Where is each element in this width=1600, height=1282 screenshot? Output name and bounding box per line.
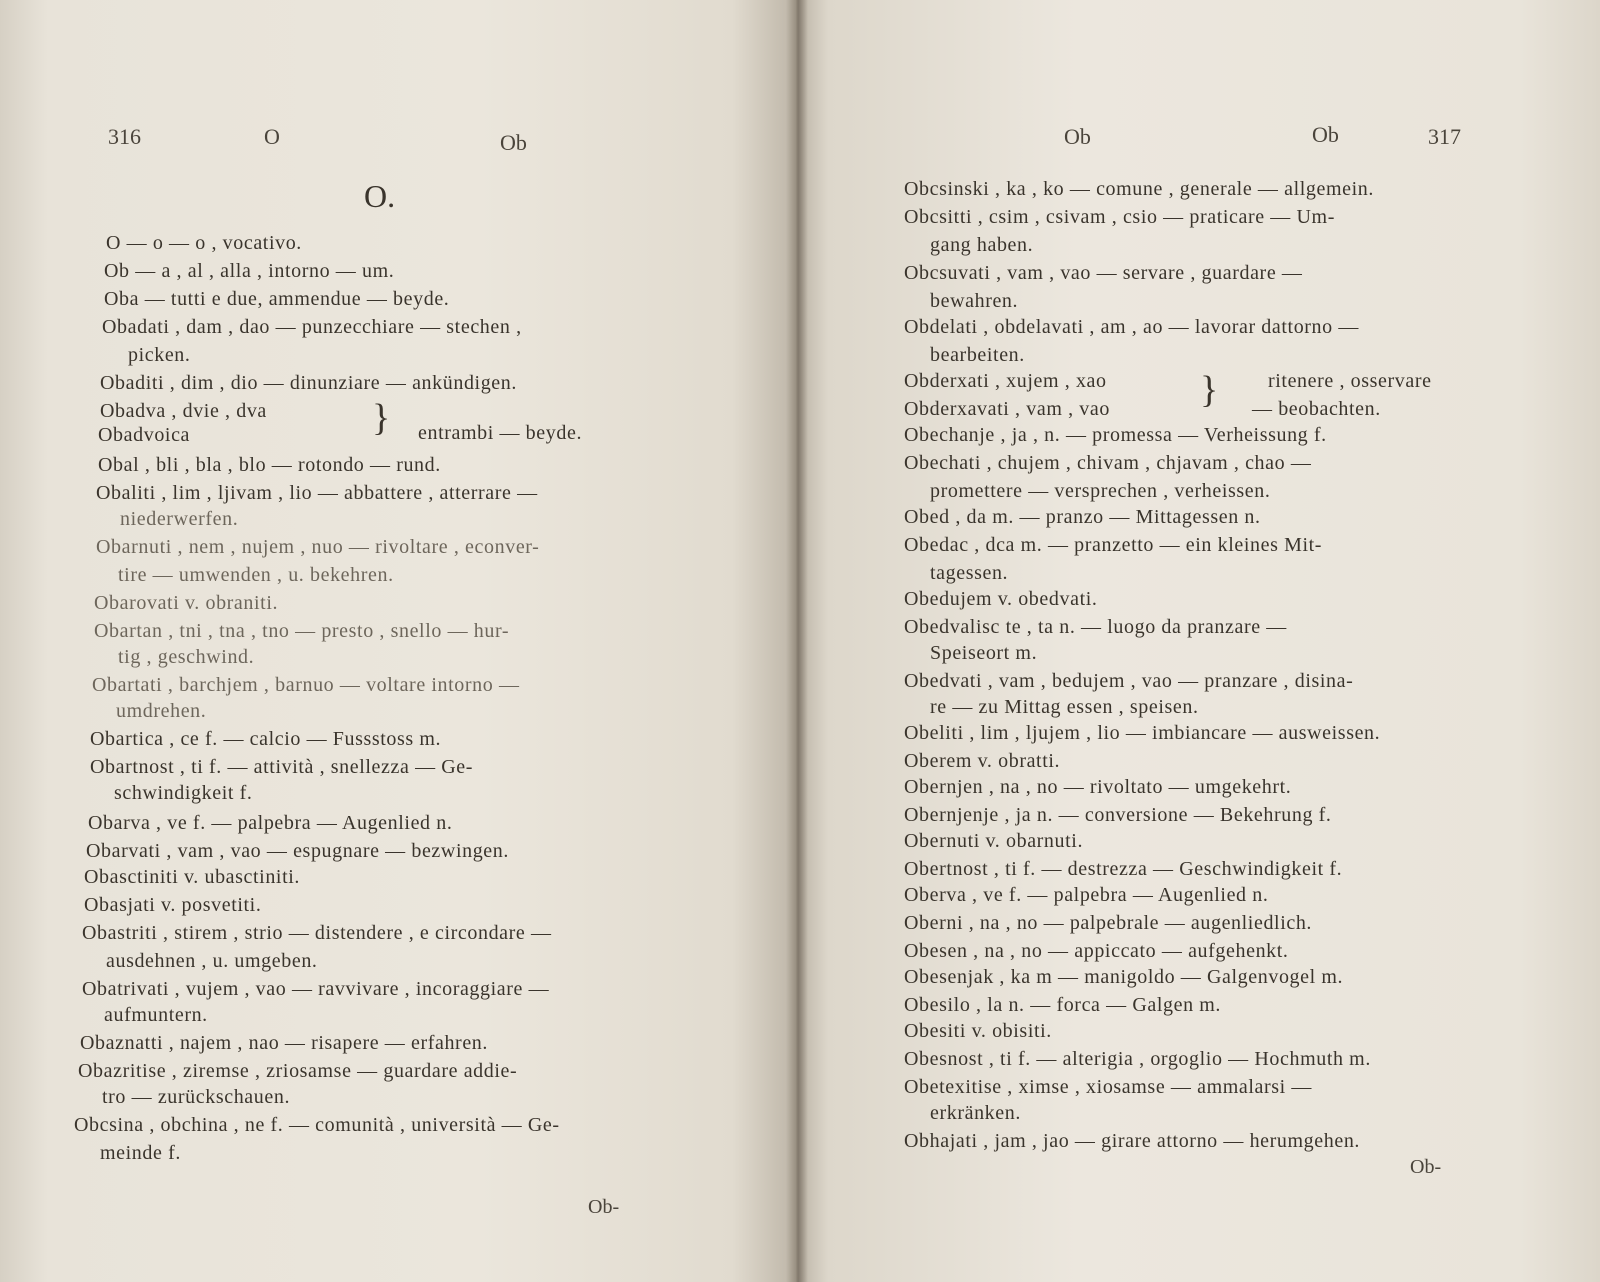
entry-line: meinde f. (100, 1142, 181, 1164)
left-page-number: 316 (108, 124, 141, 149)
entry-line: gang haben. (930, 234, 1034, 256)
entry-line: Obarva , ve f. — palpebra — Augenlied n. (88, 812, 453, 834)
entry-line: Obernjen , na , no — rivoltato — umgekehrt. (904, 776, 1292, 798)
entry-line: bewahren. (930, 290, 1019, 312)
entry-line: Obesiti v. obisiti. (904, 1020, 1052, 1042)
brace-icon: } (372, 397, 391, 439)
entry-line: aufmuntern. (104, 1004, 208, 1026)
entry-line: Obcsitti , csim , csivam , csio — praticare — Um- (904, 206, 1335, 228)
entry-line: erkränken. (930, 1102, 1021, 1124)
right-page (796, 0, 1600, 1282)
entry-line: Obesen , na , no — appiccato — aufgehenkt. (904, 940, 1289, 962)
entry-line: Oberem v. obratti. (904, 750, 1061, 772)
entry-line: Obesenjak , ka m — manigoldo — Galgenvogel m. (904, 966, 1344, 988)
entry-line: tig , geschwind. (118, 646, 255, 668)
left-head-guide: Ob (500, 130, 527, 155)
entry-line: Obatrivati , vujem , vao — ravvivare , incoraggiare — (82, 978, 550, 1000)
entry-line: Obernuti v. obarnuti. (904, 830, 1084, 852)
entry-line: Obasctiniti v. ubasctiniti. (84, 866, 300, 888)
entry-line: umdrehen. (116, 700, 207, 722)
entry-line: schwindigkeit f. (114, 782, 253, 804)
entry-line: tire — umwenden , u. bekehren. (118, 564, 394, 586)
entry-line: bearbeiten. (930, 344, 1025, 366)
entry-line: Obertnost , ti f. — destrezza — Geschwindigkeit f. (904, 858, 1343, 880)
entry-line: Obadvoica (98, 424, 191, 446)
entry-line: Obcsinski , ka , ko — comune , generale — allgemein. (904, 178, 1374, 200)
entry-line: tro — zurückschauen. (102, 1086, 291, 1108)
left-page (0, 0, 796, 1282)
section-title: O. (364, 178, 396, 214)
entry-line: Obesnost , ti f. — alterigia , orgoglio — Hochmuth m. (904, 1048, 1371, 1070)
entry-line: Obed , da m. — pranzo — Mittagessen n. (904, 506, 1261, 528)
entry-line: Oberni , na , no — palpebrale — augenliedlich. (904, 912, 1313, 934)
entry-line: Obedujem v. obedvati. (904, 588, 1098, 610)
book-gutter (786, 0, 808, 1282)
entry-line: Obasjati v. posvetiti. (84, 894, 262, 916)
left-catchword: Ob- (588, 1196, 620, 1218)
entry-line: Obhajati , jam , jao — girare attorno — herumgehen. (904, 1130, 1361, 1152)
entry-line: Obernjenje , ja n. — conversione — Bekehrung f. (904, 804, 1332, 826)
entry-line: Obedac , dca m. — pranzetto — ein kleines Mit- (904, 534, 1323, 556)
left-head-letter: O (264, 124, 280, 149)
entry-line: Obechanje , ja , n. — promessa — Verheissung f. (904, 424, 1327, 446)
entry-line: Obedvalisc te , ta n. — luogo da pranzare — (904, 616, 1287, 638)
right-page-number: 317 (1428, 124, 1461, 149)
brace-icon: } (1200, 369, 1219, 411)
entry-line: Obadati , dam , dao — punzecchiare — stechen , (102, 316, 522, 338)
entry-line: Obetexitise , ximse , xiosamse — ammalarsi — (904, 1076, 1312, 1098)
entry-line: Obedvati , vam , bedujem , vao — pranzare , disina- (904, 670, 1354, 692)
entry-line: Obaznatti , najem , nao — risapere — erfahren. (80, 1032, 488, 1054)
entry-line: Obderxavati , vam , vao (904, 398, 1110, 420)
entry-line: Obdelati , obdelavati , am , ao — lavorar dattorno — (904, 316, 1359, 338)
entry-line: Obcsuvati , vam , vao — servare , guardare — (904, 262, 1303, 284)
entry-line: O — o — o , vocativo. (106, 232, 302, 254)
brace-text: — beobachten. (1252, 398, 1381, 420)
entry-line: picken. (128, 344, 191, 366)
entry-line: Oberva , ve f. — palpebra — Augenlied n. (904, 884, 1269, 906)
right-head-guide-left: Ob (1064, 124, 1091, 149)
entry-line: Obal , bli , bla , blo — rotondo — rund. (98, 454, 441, 476)
entry-line: re — zu Mittag essen , speisen. (930, 696, 1199, 718)
entry-line: Obarovati v. obraniti. (94, 592, 279, 614)
right-catchword: Ob- (1410, 1156, 1442, 1178)
entry-line: Obartnost , ti f. — attività , snellezza — Ge- (90, 756, 474, 778)
entry-line: Obartica , ce f. — calcio — Fussstoss m. (90, 728, 442, 750)
entry-line: tagessen. (930, 562, 1009, 584)
entry-line: Obadva , dvie , dva (100, 400, 267, 422)
entry-line: Ob — a , al , alla , intorno — um. (104, 260, 395, 282)
entry-line: Obesilo , la n. — forca — Galgen m. (904, 994, 1222, 1016)
entry-line: Obartan , tni , tna , tno — presto , snello — hur- (94, 620, 510, 642)
entry-line: Obaliti , lim , ljivam , lio — abbattere , atterrare — (96, 482, 538, 504)
right-head-guide-right: Ob (1312, 122, 1339, 147)
entry-line: Oba — tutti e due, ammendue — beyde. (104, 288, 450, 310)
entry-line: Obastriti , stirem , strio — distendere , e circondare — (82, 922, 552, 944)
entry-line: promettere — versprechen , verheissen. (930, 480, 1271, 502)
brace-text: entrambi — beyde. (418, 422, 583, 444)
entry-line: Obaditi , dim , dio — dinunziare — ankündigen. (100, 372, 517, 394)
entry-line: Obartati , barchjem , barnuo — voltare intorno — (92, 674, 520, 696)
entry-line: Obcsina , obchina , ne f. — comunità , università — Ge- (74, 1114, 560, 1136)
entry-line: Obarnuti , nem , nujem , nuo — rivoltare , econver- (96, 536, 540, 558)
entry-line: Obarvati , vam , vao — espugnare — bezwingen. (86, 840, 509, 862)
entry-line: ausdehnen , u. umgeben. (106, 950, 318, 972)
entry-line: Obazritise , ziremse , zriosamse — guardare addie- (78, 1060, 518, 1082)
brace-text: ritenere , osservare (1268, 370, 1432, 392)
entry-line: Obechati , chujem , chivam , chjavam , chao — (904, 452, 1312, 474)
entry-line: Obeliti , lim , ljujem , lio — imbiancare — ausweissen. (904, 722, 1381, 744)
entry-line: Speiseort m. (930, 642, 1038, 664)
entry-line: niederwerfen. (120, 508, 239, 530)
entry-line: Obderxati , xujem , xao (904, 370, 1107, 392)
